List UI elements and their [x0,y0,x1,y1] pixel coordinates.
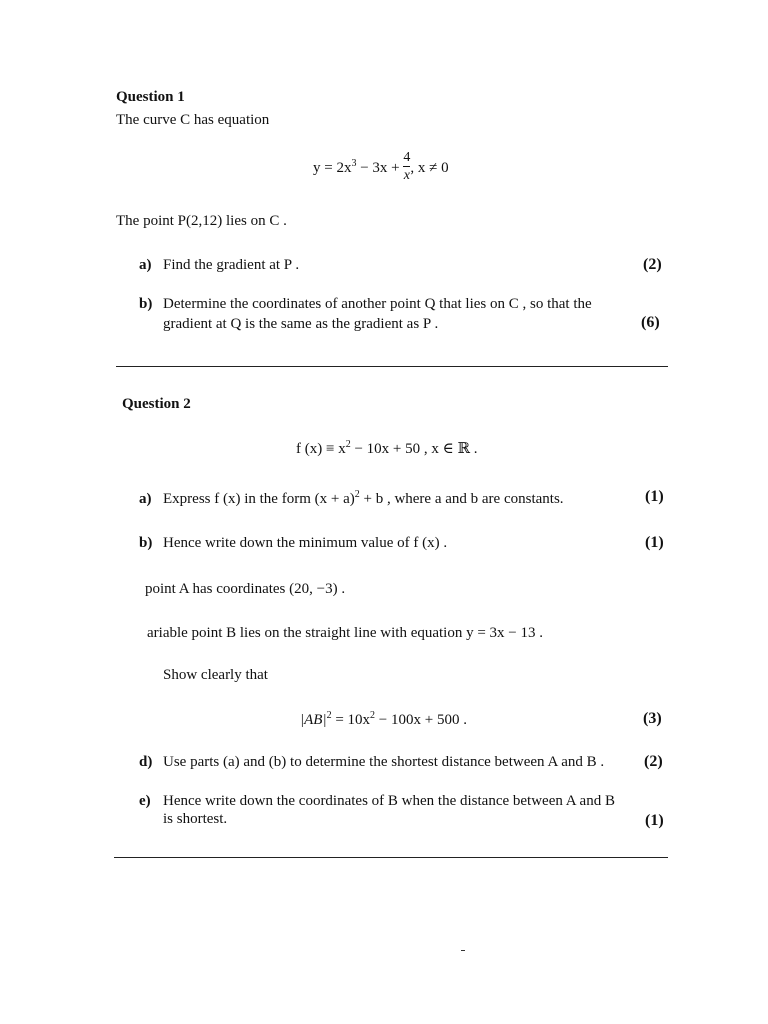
q1-part-a [139,257,299,274]
q1-eq-lhs: y = 2x [313,159,352,176]
q2-point-b-line: ariable point B lies on the straight line with equation y = 3x − 13 . [147,625,544,641]
q2-eq-lhs: f (x) ≡ x [296,441,346,457]
q1-eq-frac-denominator: x [403,168,410,183]
q1-part-a-label: a) [139,257,152,273]
q2-part-c-marks: (3) [643,710,662,727]
q2-point-a-line: point A has coordinates (20, −3) . [145,581,346,597]
q2-part-b [139,535,447,552]
q1-part-b-text-2: gradient at Q is the same as the gradient as P . [163,316,439,332]
q2-part-e-marks: (1) [645,812,664,829]
q2-ab-tail: − 100x + 500 . [375,712,467,728]
question-1-title: Question 1 [116,89,185,105]
q2-part-e-text-2: is shortest. [163,811,228,827]
q2-part-a [139,489,564,508]
q1-part-a-marks: (2) [643,256,662,273]
q1-part-b [139,296,592,313]
q2-ab-exponent-1: 2 [326,710,332,721]
q2-part-e [139,793,615,810]
q2-show-clearly: Show clearly that [163,667,268,683]
q2-ab-mid: = 10x [331,712,371,728]
question-2-title: Question 2 [122,396,191,412]
q2-part-a-text-1: Express f (x) in the form (x + a) [163,491,355,507]
q2-part-b-text: Hence write down the minimum value of f (x) . [163,535,448,551]
q2-part-a-exponent: 2 [354,489,360,500]
q1-eq-mid: − 3x + [356,159,404,176]
q2-part-d-marks: (2) [644,753,663,770]
q2-part-d-text: Use parts (a) and (b) to determine the shortest distance between A and B . [163,754,605,770]
q1-eq-tail: , x ≠ 0 [410,159,449,176]
q2-part-a-marks: (1) [645,488,664,505]
q2-part-d [139,754,604,771]
q1-eq-frac-numerator: 4 [403,150,411,165]
q1-equation [313,152,449,185]
q2-ab-exponent-2: 2 [370,710,376,721]
q1-part-b-label: b) [139,296,153,312]
divider-2 [114,857,668,858]
q1-part-b-marks: (6) [641,314,660,331]
q1-part-a-text: Find the gradient at P . [163,257,300,273]
q2-ab-equation [300,710,467,729]
q1-part-b-text-1: Determine the coordinates of another point Q that lies on C , so that the [163,296,592,312]
page-mark [461,950,465,951]
q2-part-b-label: b) [139,535,153,551]
q2-part-a-label: a) [139,491,152,507]
q1-intro: The curve C has equation [116,112,270,128]
divider-1 [116,366,668,367]
q1-eq-fraction [403,150,410,183]
q2-part-e-label: e) [139,793,151,809]
q2-part-d-label: d) [139,754,153,770]
q2-part-a-text-2: + b , where a and b are constants. [359,491,564,507]
q2-part-b-marks: (1) [645,534,664,551]
q2-part-e-text-1: Hence write down the coordinates of B when the distance between A and B [163,793,615,809]
q1-eq-exponent: 3 [351,157,357,169]
q2-equation [296,439,477,458]
q2-eq-exponent: 2 [345,439,351,450]
q1-point-line: The point P(2,12) lies on C . [116,213,287,229]
q2-ab-lhs: |AB| [300,712,327,728]
q2-eq-tail: − 10x + 50 , x ∈ ℝ . [350,441,478,457]
